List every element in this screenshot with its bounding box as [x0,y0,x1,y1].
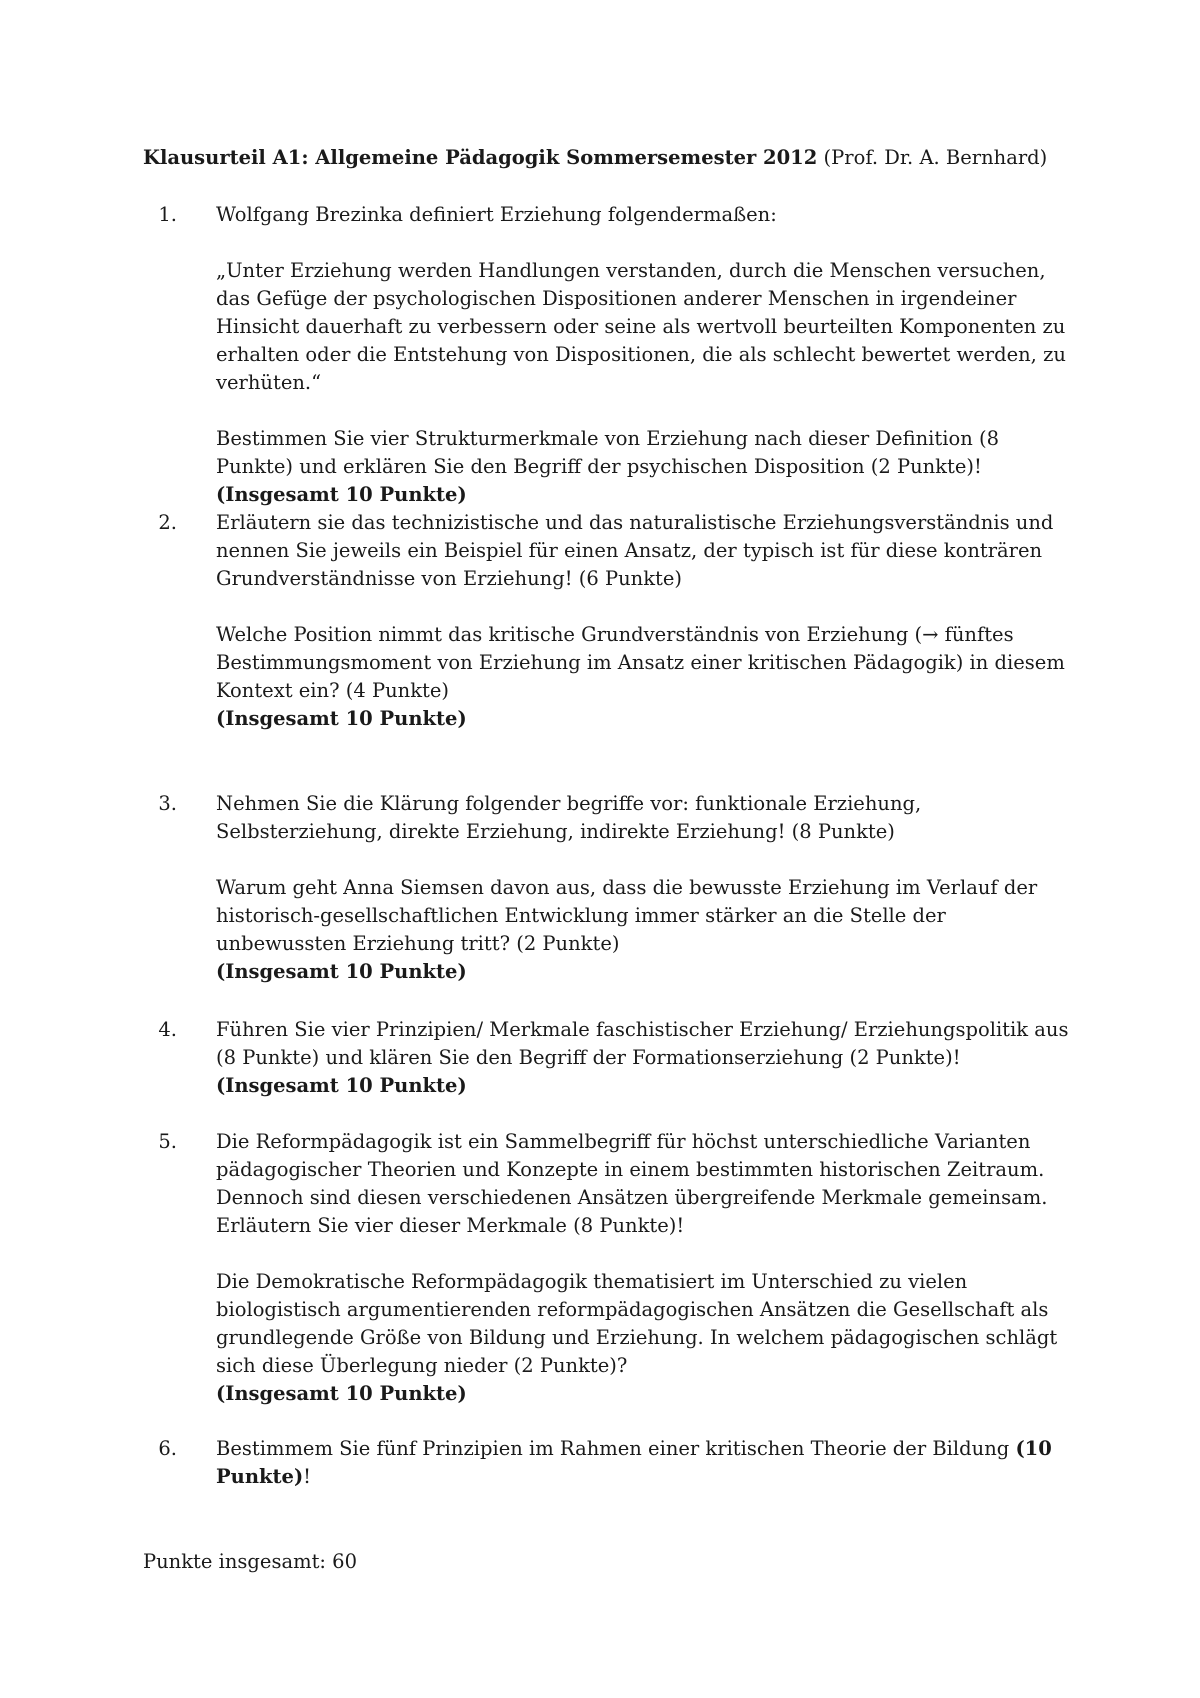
question-part-1: Die Reformpädagogik ist ein Sammelbegriff für höchst unterschiedliche Varianten pädagogischer Theorien und Konzepte in einem bestimmten historischen Zeitraum. Dennoch sind diesen verschiedenen Ansätzen übergreifende Merkmale gemeinsam. Erläutern Sie vier dieser Merkmale (8 Punkte)! [216,1130,1048,1237]
question-intro: Wolfgang Brezinka definiert Erziehung folgendermaßen: [216,203,777,226]
question-task: Bestimmen Sie vier Strukturmerkmale von Erziehung nach dieser Definition (8 Punkte) und erklären Sie den Begriff der psychischen Disposition (2 Punkte)! (Insgesamt 10 Punkte) [216,427,999,506]
question-total: (Insgesamt 10 Punkte) [216,1382,467,1405]
question-total: (Insgesamt 10 Punkte) [216,1074,467,1097]
question-2: 2. Erläutern sie das technizistische und das naturalistische Erziehungsverständnis und nennen Sie jeweils ein Beispiel für einen Ansatz, der typisch ist für diese konträren Grundverständnisse von Erziehung! (6 Punkte) Welche Position nimmt das kritische Grundverständnis von Erziehung (→ fünftes Bestimmungsmoment von Erziehung im Ansatz einer kritischen Pädagogik) in diesem Kontext ein? (4 Punkte) (Insgesamt 10 Punkte) [143,509,1083,733]
points-total: Punkte insgesamt: 60 [143,1550,357,1573]
question-3: 3. Nehmen Sie die Klärung folgender begriffe vor: funktionale Erziehung, Selbsterziehung, direkte Erziehung, indirekte Erziehung! (8 Punkte) Warum geht Anna Siemsen davon aus, dass die bewusste Erziehung im Verlauf der historisch-gesellschaftlichen Entwicklung immer stärker an die Stelle der unbewussten Erziehung tritt? (2 Punkte) (Insgesamt 10 Punkte) [143,790,1083,986]
question-4: 4. Führen Sie vier Prinzipien/ Merkmale faschistischer Erziehung/ Erziehungspolitik aus (8 Punkte) und klären Sie den Begriff der Formationserziehung (2 Punkte)! (Insgesamt 10 Punkte) [143,1016,1083,1100]
question-total: (Insgesamt 10 Punkte) [216,707,467,730]
question-6: 6. Bestimmem Sie fünf Prinzipien im Rahmen einer kritischen Theorie der Bildung (10 Punkte)! [143,1435,1083,1491]
question-1: 1. Wolfgang Brezinka definiert Erziehung folgendermaßen: „Unter Erziehung werden Handlungen verstanden, durch die Menschen versuchen, das Gefüge der psychologischen Dispositionen anderer Menschen in irgendeiner Hinsicht dauerhaft zu verbessern oder seine als wertvoll beurteilten Komponenten zu erhalten oder die Entstehung von Dispositionen, die als schlecht bewertet werden, zu verhüten.“ Bestimmen Sie vier Strukturmerkmale von Erziehung nach dieser Definition (8 Punkte) und erklären Sie den Begriff der psychischen Disposition (2 Punkte)! (Insgesamt 10 Punkte) [143,201,1083,509]
question-part-1: Führen Sie vier Prinzipien/ Merkmale faschistischer Erziehung/ Erziehungspolitik aus (8 Punkte) und klären Sie den Begriff der Formationserziehung (2 Punkte)! (Insgesamt 10 Punkte) [216,1018,1069,1097]
exam-title [143,144,1047,172]
question-part-2: Warum geht Anna Siemsen davon aus, dass die bewusste Erziehung im Verlauf der historisch-gesellschaftlichen Entwicklung immer stärker an die Stelle der unbewussten Erziehung tritt? (2 Punkte) (Insgesamt 10 Punkte) [216,876,1038,983]
question-quote: „Unter Erziehung werden Handlungen verstanden, durch die Menschen versuchen, das Gefüge der psychologischen Dispositionen anderer Menschen in irgendeiner Hinsicht dauerhaft zu verbessern oder seine als wertvoll beurteilten Komponenten zu erhalten oder die Entstehung von Dispositionen, die als schlecht bewertet werden, zu verhüten.“ [216,259,1066,394]
question-part-1: Erläutern sie das technizistische und das naturalistische Erziehungsverständnis und nennen Sie jeweils ein Beispiel für einen Ansatz, der typisch ist für diese konträren Grundverständnisse von Erziehung! (6 Punkte) [216,511,1054,590]
question-part-1: Nehmen Sie die Klärung folgender begriffe vor: funktionale Erziehung, Selbsterziehung, direkte Erziehung, indirekte Erziehung! (8 Punkte) [216,792,922,843]
question-part-2: Die Demokratische Reformpädagogik thematisiert im Unterschied zu vielen biologistisch argumentierenden reformpädagogischen Ansätzen die Gesellschaft als grundlegende Größe von Bildung und Erziehung. In welchem pädagogischen schlägt sich diese Überlegung nieder (2 Punkte)? (Insgesamt 10 Punkte) [216,1270,1058,1405]
question-total: (Insgesamt 10 Punkte) [216,960,467,983]
question-part-2: Welche Position nimmt das kritische Grundverständnis von Erziehung (→ fünftes Bestimmungsmoment von Erziehung im Ansatz einer kritischen Pädagogik) in diesem Kontext ein? (4 Punkte) (Insgesamt 10 Punkte) [216,623,1065,730]
exam-title-author: (Prof. Dr. A. Bernhard) [817,146,1048,169]
exam-title-bold: Klausurteil A1: Allgemeine Pädagogik Sommersemester 2012 [143,146,818,169]
question-total: (Insgesamt 10 Punkte) [216,483,467,506]
question-text: Bestimmem Sie fünf Prinzipien im Rahmen einer kritischen Theorie der Bildung (10 Punkte)! [216,1437,1052,1488]
question-points: (10 Punkte) [216,1437,1052,1488]
question-5: 5. Die Reformpädagogik ist ein Sammelbegriff für höchst unterschiedliche Varianten pädagogischer Theorien und Konzepte in einem bestimmten historischen Zeitraum. Dennoch sind diesen verschiedenen Ansätzen übergreifende Merkmale gemeinsam. Erläutern Sie vier dieser Merkmale (8 Punkte)! Die Demokratische Reformpädagogik thematisiert im Unterschied zu vielen biologistisch argumentierenden reformpädagogischen Ansätzen die Gesellschaft als grundlegende Größe von Bildung und Erziehung. In welchem pädagogischen schlägt sich diese Überlegung nieder (2 Punkte)? (Insgesamt 10 Punkte) [143,1128,1083,1408]
